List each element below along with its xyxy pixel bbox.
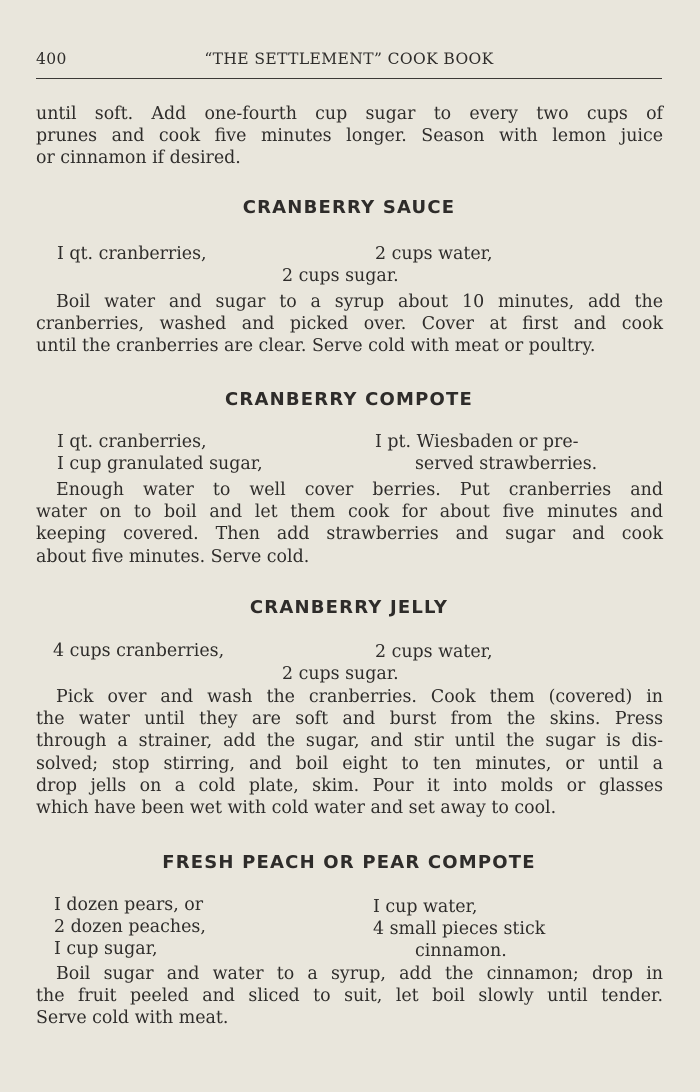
paragraph-line: Boil sugar and water to a syrup, add the cinnamon; drop in bbox=[56, 964, 663, 984]
paragraph-line: Enough water to well cover berries. Put cranberries and bbox=[56, 480, 663, 500]
ingredient: I cup sugar, bbox=[54, 939, 158, 959]
instructions-peach-pear-compote bbox=[36, 963, 663, 1030]
ingredient: I qt. cranberries, bbox=[57, 432, 207, 452]
paragraph-line: until soft. Add one-fourth cup sugar to every two cups of bbox=[36, 104, 663, 124]
recipe-title-cranberry-jelly: CRANBERRY JELLY bbox=[249, 597, 449, 618]
ingredient: 2 cups sugar. bbox=[282, 266, 399, 286]
paragraph-line: cranberries, washed and picked over. Cover at first and cook bbox=[36, 314, 663, 335]
ingredient: I dozen pears, or bbox=[54, 895, 204, 915]
running-header bbox=[36, 50, 662, 72]
paragraph-line: which have been wet with cold water and set away to cool. bbox=[36, 798, 557, 819]
ingredient: 4 small pieces stick bbox=[373, 919, 546, 939]
ingredient: I cup granulated sugar, bbox=[57, 454, 263, 474]
header-rule bbox=[36, 78, 662, 79]
recipe-title-cranberry-sauce: CRANBERRY SAUCE bbox=[242, 197, 456, 218]
instructions-cranberry-jelly bbox=[36, 686, 663, 819]
paragraph-line: Serve cold with meat. bbox=[36, 1008, 229, 1029]
paragraph-line: keeping covered. Then add strawberries and sugar and cook bbox=[36, 524, 663, 545]
ingredient: I qt. cranberries, bbox=[57, 244, 207, 264]
ingredient: 4 cups cranberries, bbox=[53, 641, 225, 661]
running-title: “THE SETTLEMENT” COOK BOOK bbox=[204, 50, 494, 68]
paragraph-line: about five minutes. Serve cold. bbox=[36, 546, 310, 567]
paragraph-line: until the cranberries are clear. Serve cold with meat or poultry. bbox=[36, 336, 596, 357]
ingredient: I pt. Wiesbaden or pre- bbox=[375, 432, 579, 452]
paragraph-line: Boil water and sugar to a syrup about 10 minutes, add the bbox=[56, 292, 663, 312]
paragraph-line: Pick over and wash the cranberries. Cook them (covered) in bbox=[56, 687, 663, 707]
ingredient: I cup water, bbox=[373, 897, 478, 917]
paragraph-line: the water until they are soft and burst from the skins. Press bbox=[36, 709, 663, 730]
ingredient: 2 cups water, bbox=[375, 642, 493, 662]
paragraph-line: the fruit peeled and sliced to suit, let boil slowly until tender. bbox=[36, 986, 663, 1007]
intro-paragraph bbox=[36, 103, 663, 170]
ingredient: served strawberries. bbox=[415, 454, 598, 474]
paragraph-line: or cinnamon if desired. bbox=[36, 148, 241, 169]
instructions-cranberry-compote bbox=[36, 479, 663, 568]
ingredient: 2 cups sugar. bbox=[282, 664, 399, 684]
ingredient: 2 dozen peaches, bbox=[54, 917, 206, 937]
instructions-cranberry-sauce bbox=[36, 291, 663, 358]
paragraph-line: solved; stop stirring, and boil eight to ten minutes, or until a bbox=[36, 753, 663, 774]
paragraph-line: prunes and cook five minutes longer. Season with lemon juice bbox=[36, 126, 663, 147]
ingredient: cinnamon. bbox=[415, 941, 507, 961]
recipe-title-cranberry-compote: CRANBERRY COMPOTE bbox=[224, 389, 473, 410]
paragraph-line: drop jells on a cold plate, skim. Pour it into molds or glasses bbox=[36, 775, 663, 796]
page-number: 400 bbox=[36, 50, 67, 68]
ingredient: 2 cups water, bbox=[375, 244, 493, 264]
paragraph-line: through a strainer, add the sugar, and stir until the sugar is dis- bbox=[36, 731, 663, 752]
paragraph-line: water on to boil and let them cook for about five minutes and bbox=[36, 502, 663, 523]
recipe-title-peach-pear-compote: FRESH PEACH OR PEAR COMPOTE bbox=[162, 852, 536, 873]
